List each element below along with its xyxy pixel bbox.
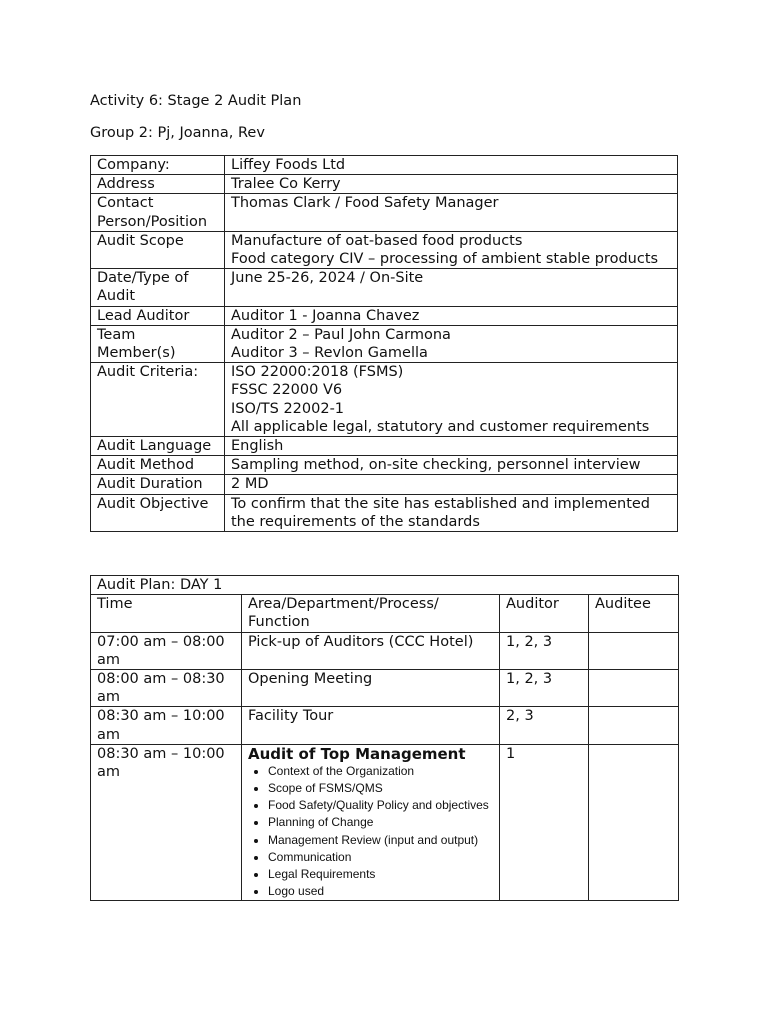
topic-item: • Management Review (input and output) [268,832,493,849]
plan-time: 08:30 am – 10:00 am [91,744,242,901]
plan-row [91,707,679,744]
column-header-area: Area/Department/Process/ Function [242,595,500,632]
info-value-line: English [231,438,284,455]
plan-heading-row [91,576,679,595]
info-value [225,456,678,475]
info-label: Date/Type of Audit [91,269,225,306]
info-label: Address [91,175,225,194]
info-value [225,156,678,175]
info-value [225,437,678,456]
topic-item: • Food Safety/Quality Policy and objectives [268,797,493,814]
info-value [225,306,678,325]
info-label: Audit Method [91,456,225,475]
info-row [91,494,678,531]
info-label: Audit Duration [91,475,225,494]
topic-item: • Legal Requirements [268,866,493,883]
plan-row [91,670,679,707]
info-label: Audit Objective [91,494,225,531]
plan-area: Opening Meeting [242,670,500,707]
info-value [225,269,678,306]
plan-auditee [589,707,679,744]
page-title: Activity 6: Stage 2 Audit Plan [90,93,302,109]
info-value-line: ISO/TS 22002-1 [231,400,345,417]
info-label: Team Member(s) [91,325,225,362]
info-value-line: Tralee Co Kerry [231,176,341,193]
info-value-line: Auditor 2 – Paul John Carmona [231,326,451,343]
plan-auditee [589,744,679,901]
info-value-line: Manufacture of oat-based food products [231,232,523,249]
audit-info-table [90,155,678,532]
info-value-line: Auditor 1 - Joanna Chavez [231,307,420,324]
info-row [91,194,678,231]
plan-auditor: 1 [500,744,589,901]
audit-plan-table [90,575,679,901]
info-value-line: 2 MD [231,476,269,493]
plan-time: 07:00 am – 08:00 am [91,632,242,669]
info-label: Audit Criteria: [91,363,225,437]
info-value-line: ISO 22000:2018 (FSMS) [231,364,404,381]
plan-auditee [589,632,679,669]
topic-item: • Planning of Change [268,814,493,831]
info-row [91,156,678,175]
plan-header-row [91,595,679,632]
info-value-line: Thomas Clark / Food Safety Manager [231,195,499,212]
info-row [91,456,678,475]
info-label: Company: [91,156,225,175]
topic-list [248,763,493,901]
info-value-line: FSSC 22000 V6 [231,382,343,399]
info-row [91,363,678,437]
info-value [225,325,678,362]
info-value [225,231,678,268]
info-value-line: Liffey Foods Ltd [231,157,346,173]
column-header-auditee: Auditee [589,595,679,632]
plan-auditor: 1, 2, 3 [500,670,589,707]
info-row [91,325,678,362]
info-value [225,494,678,531]
info-label: Lead Auditor [91,306,225,325]
info-label: Contact Person/Position [91,194,225,231]
topic-item: • Communication [268,849,493,866]
info-row [91,306,678,325]
info-value [225,363,678,437]
info-row [91,269,678,306]
topic-item: • Logo used [268,883,493,900]
column-header-time: Time [91,595,242,632]
topic-item: • Context of the Organization [268,763,493,780]
plan-time: 08:30 am – 10:00 am [91,707,242,744]
info-value-line: All applicable legal, statutory and customer requirements [231,418,650,435]
plan-time: 08:00 am – 08:30 am [91,670,242,707]
info-value-line: June 25-26, 2024 / On-Site [231,270,424,287]
info-value-line: Auditor 3 – Revlon Gamella [231,345,428,362]
plan-area-heading: Audit of Top Management [248,744,466,763]
info-label: Audit Language [91,437,225,456]
info-value [225,175,678,194]
info-row [91,437,678,456]
plan-area [242,744,500,901]
plan-heading: Audit Plan: DAY 1 [91,576,679,595]
plan-area: Facility Tour [242,707,500,744]
info-value-line: To confirm that the site has established and implemented the requirements of the standards [231,495,651,530]
info-value-line: Food category CIV – processing of ambient stable products [231,251,659,268]
info-row [91,175,678,194]
info-row [91,231,678,268]
group-members: Group 2: Pj, Joanna, Rev [90,125,265,141]
plan-auditor: 1, 2, 3 [500,632,589,669]
column-header-auditor: Auditor [500,595,589,632]
plan-row [91,744,679,901]
info-label: Audit Scope [91,231,225,268]
plan-area: Pick-up of Auditors (CCC Hotel) [242,632,500,669]
plan-auditee [589,670,679,707]
info-value [225,475,678,494]
info-value-line: Sampling method, on-site checking, personnel interview [231,457,641,474]
info-row [91,475,678,494]
plan-auditor: 2, 3 [500,707,589,744]
plan-row [91,632,679,669]
info-value [225,194,678,231]
topic-item: • Scope of FSMS/QMS [268,780,493,797]
